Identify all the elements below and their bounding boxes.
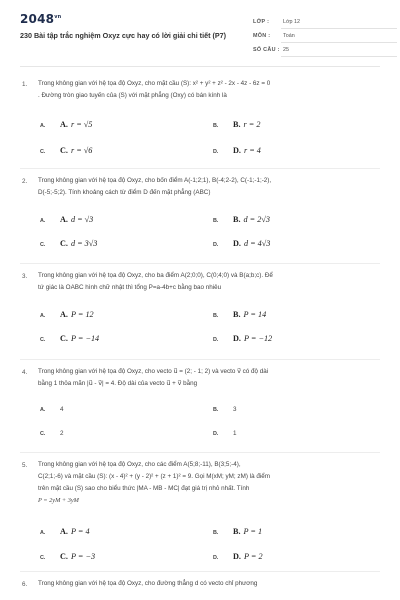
option-a[interactable]: A. A. r = √5 (40, 120, 93, 129)
meta-subject-value: Toán (283, 33, 295, 39)
option-c[interactable]: C. C. P = −14 (40, 334, 100, 343)
option-b[interactable]: B. B. d = 2√3 (213, 215, 270, 224)
question-divider (20, 263, 380, 264)
option-a[interactable]: A. A. P = 12 (40, 310, 94, 319)
option-b[interactable]: B. 3 (213, 406, 237, 413)
option-d[interactable]: D. D. d = 4√3 (213, 239, 271, 248)
question-divider (20, 452, 380, 453)
option-d[interactable]: D. 1 (213, 430, 237, 437)
question-line: Trong không gian với hệ tọa độ Oxyz, cho các điểm A(5;8;-11), B(3;5;-4), (38, 461, 241, 468)
meta-count-label: SỐ CÂU : (253, 47, 280, 53)
question-line: P = 2yM + 3yM (38, 497, 79, 504)
question-text (38, 78, 384, 102)
question-line: . Đường tròn giao tuyến của (S) với mặt phẳng (Oxy) có bán kính là (38, 92, 227, 99)
question-number: 5. (22, 462, 28, 469)
question-number: 2. (22, 178, 28, 185)
question-number: 6. (22, 581, 28, 588)
question-text (38, 578, 384, 590)
meta-class-label: LỚP : (253, 19, 270, 25)
option-a[interactable]: A. A. d = √3 (40, 215, 94, 224)
question-line: trên mặt cầu (S) sao cho biểu thức |MA - MB - MC| đạt giá trị nhỏ nhất. Tính (38, 485, 250, 492)
option-a[interactable]: A. A. P = 4 (40, 527, 90, 536)
question-divider (20, 359, 380, 360)
option-d[interactable]: D. D. P = −12 (213, 334, 273, 343)
question-divider (20, 571, 380, 572)
option-b[interactable]: B. B. P = 14 (213, 310, 267, 319)
option-d[interactable]: D. D. r = 4 (213, 146, 261, 155)
option-a[interactable]: A. 4 (40, 406, 64, 413)
question-text (38, 366, 384, 390)
option-b[interactable]: B. B. r = 2 (213, 120, 261, 129)
header-divider (20, 66, 380, 67)
question-divider (20, 168, 380, 169)
document-header (0, 0, 400, 66)
option-c[interactable]: C. C. r = √6 (40, 146, 93, 155)
option-c[interactable]: C. C. P = −3 (40, 552, 96, 561)
question-line: C(2;1;-6) và mặt cầu (S): (x - 4)² + (y - 2)² + (z + 1)² = 9. Gọi M(xM; yM; zM) là điểm (38, 473, 270, 480)
question-text (38, 459, 384, 507)
question-number: 3. (22, 273, 28, 280)
question-line: Trong không gian với hệ tọa độ Oxyz, cho đường thẳng d có vecto chỉ phương (38, 580, 258, 587)
question-line: Trong không gian với hệ tọa độ Oxyz, cho vecto u⃗ = (2; - 1; 2) và vecto v⃗ có độ dài (38, 368, 269, 375)
option-b[interactable]: B. B. P = 1 (213, 527, 263, 536)
meta-class-value: Lớp 12 (283, 19, 301, 25)
meta-subject-label: MÔN : (253, 33, 271, 39)
question-text (38, 175, 384, 199)
question-line: D(-5;-5;2). Tính khoảng cách từ điểm D đến mặt phẳng (ABC) (38, 189, 211, 196)
question-line: bằng 1 thỏa mãn |u⃗ - v⃗| = 4. Độ dài của vecto u⃗ + v⃗ bằng (38, 380, 198, 387)
question-number: 1. (22, 81, 28, 88)
page-title: 230 Bài tập trắc nghiệm Oxyz cực hay có lời giải chi tiết (P7) (20, 31, 227, 40)
question-line: tứ giác là OABC hình chữ nhật thì tổng P=a-4b+c bằng bao nhiêu (38, 284, 222, 291)
option-c[interactable]: C. C. d = 3√3 (40, 239, 98, 248)
question-number: 4. (22, 369, 28, 376)
site-logo[interactable]: $2048^{vn}$ (20, 12, 62, 26)
question-text (38, 270, 384, 294)
question-line: Trong không gian với hệ tọa độ Oxyz, cho bốn điểm A(-1;2;1), B(-4;2-2), C(-1;-1;-2), (38, 177, 272, 184)
question-line: Trong không gian với hệ tọa độ Oxyz, cho ba điểm A(2;0;0), C(0;4;0) và B(a;b;c). Để (38, 272, 273, 279)
question-line: Trong không gian với hệ tọa độ Oxyz, cho mặt cầu (S): x² + y² + z² - 2x - 4z - 6z = 0 (38, 80, 271, 87)
option-c[interactable]: C. 2 (40, 430, 64, 437)
option-d[interactable]: D. D. P = 2 (213, 552, 263, 561)
meta-count-value: 25 (283, 47, 289, 53)
